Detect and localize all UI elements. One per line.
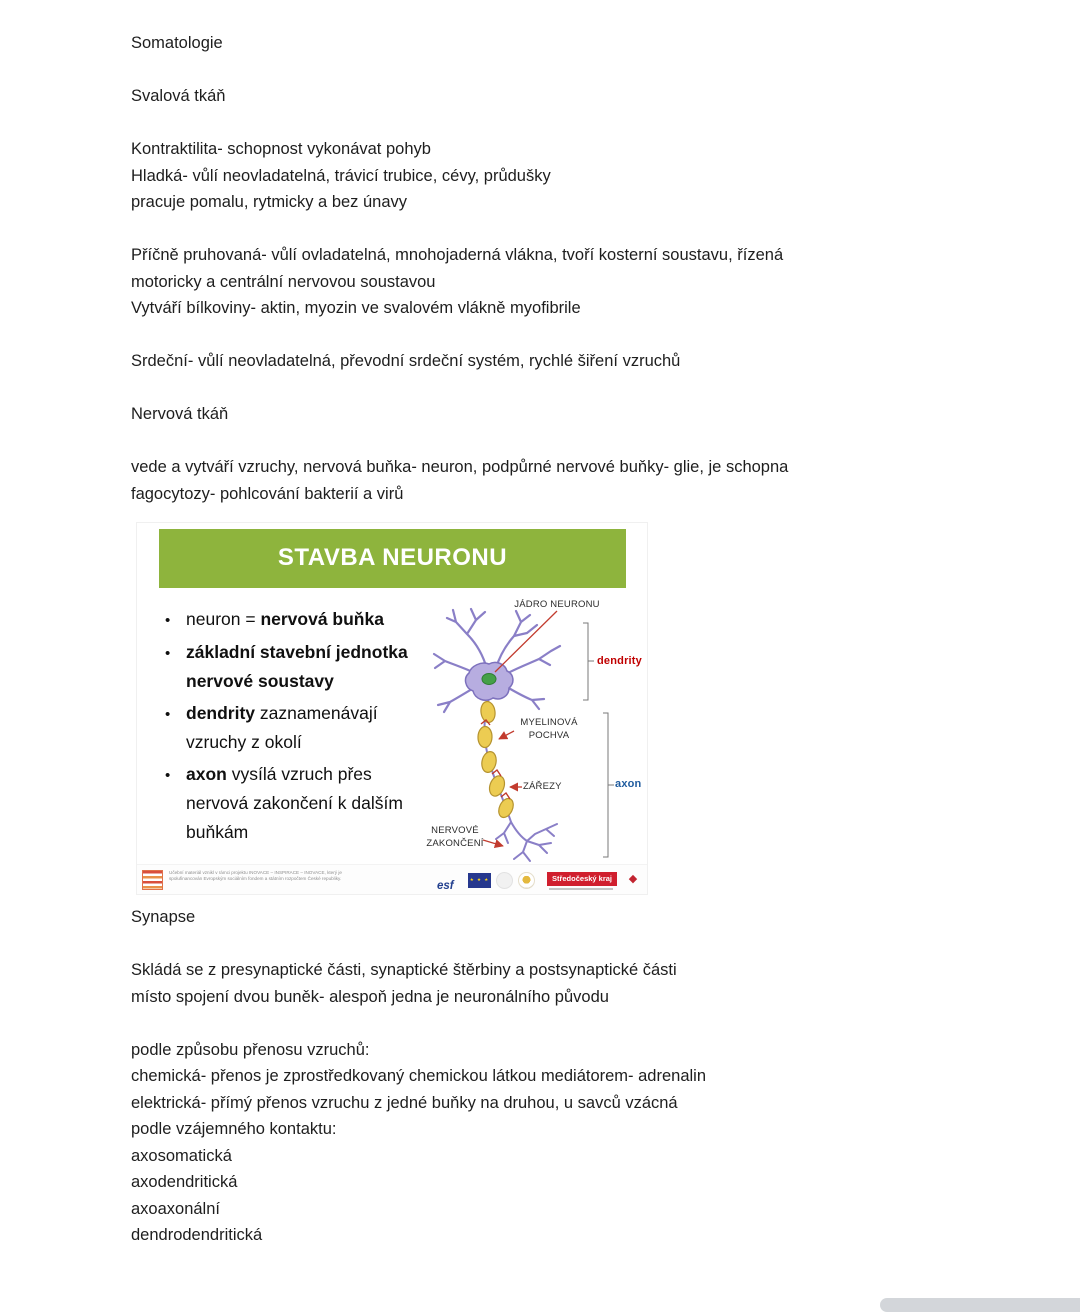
- text-line: Srdeční- vůlí neovladatelná, převodní srdeční systém, rychlé šiření vzruchů: [131, 352, 681, 370]
- shield-emblem-icon: ◆: [628, 872, 638, 885]
- document-body: [131, 30, 956, 1249]
- text-line: axosomatická: [131, 1146, 232, 1165]
- footer-disclaimer-text: Učební materiál vznikl v rámci projektu INOVACE – INSPIRACE – INOVACE, který je spolufinancován Evropským sociálním fondem a státním rozpočtem České republiky.: [169, 870, 342, 881]
- blank-line: [131, 375, 956, 402]
- blank-line: [131, 57, 956, 84]
- text-line: axodendritická: [131, 1173, 238, 1191]
- text-line: Kontraktilita- schopnost vykonávat pohyb: [131, 140, 431, 158]
- text-line: chemická- přenos je zprostředkovaný chemickou látkou mediátorem- adrenalin: [131, 1067, 707, 1085]
- label-myelinova-pochva: MYELINOVÁ POCHVA: [520, 717, 578, 741]
- bullet-marker: [165, 699, 186, 757]
- slide-title-banner: STAVBA NEURONU: [159, 529, 626, 588]
- text-line: axoaxonální: [131, 1199, 220, 1218]
- blank-line: [131, 931, 956, 958]
- bullet-text: axon vysílá vzruch přes nervová zakončení k dalším buňkám: [186, 764, 403, 842]
- ministry-emblem-icon: [496, 872, 513, 889]
- heading-synapse: Synapse: [131, 908, 196, 926]
- paragraph-nervova-tkan: [131, 454, 956, 507]
- blank-line: [131, 216, 956, 243]
- text-line: Příčně pruhovaná- vůlí ovladatelná, mnohojaderná vlákna, tvoří kosterní soustavu, řízená: [131, 246, 784, 264]
- heading-nervova-tkan: Nervová tkáň: [131, 405, 229, 423]
- bullet-marker: [165, 638, 186, 696]
- embedded-slide-image[interactable]: [136, 522, 648, 895]
- text-line: vede a vytváří vzruchy, nervová buňka- neuron, podpůrné nervové buňky- glie, je schopna: [131, 458, 789, 476]
- text-line: podle způsobu přenosu vzruchů:: [131, 1040, 370, 1059]
- text-line: podle vzájemného kontaktu:: [131, 1120, 337, 1138]
- label-axon: axon: [615, 778, 642, 790]
- blank-line: [131, 428, 956, 455]
- label-dendrity: dendrity: [597, 655, 642, 667]
- text-line: pracuje pomalu, rytmicky a bez únavy: [131, 193, 408, 211]
- blank-line: [131, 322, 956, 349]
- opvk-emblem-icon: [518, 872, 535, 889]
- text-line: místo spojení dvou buněk- alespoň jedna je neuronálního původu: [131, 987, 609, 1006]
- text-line: Skládá se z presynaptické části, synaptické štěrbiny a postsynaptické části: [131, 961, 677, 979]
- label-zarezy: ZÁŘEZY: [523, 781, 562, 792]
- label-nervove-zakonceni: NERVOVÉ ZAKONČENÍ: [426, 825, 484, 849]
- esf-logo: esf: [437, 880, 454, 892]
- doc-title: Somatologie: [131, 34, 223, 52]
- eu-flag-icon: ★ ★ ★: [468, 873, 491, 888]
- bullet-marker: [165, 605, 186, 635]
- text-line: motoricky a centrální nervovou soustavou: [131, 272, 436, 291]
- text-line: elektrická- přímý přenos vzruchu z jedné buňky na druhou, u savců vzácná: [131, 1093, 678, 1112]
- bullet-text: dendrity zaznamenávají vzruchy z okolí: [186, 703, 378, 752]
- stredocesky-kraj-logo: Středočeský kraj: [547, 872, 617, 886]
- paragraph-synapse-2: [131, 1037, 956, 1249]
- slide-footer: [137, 864, 647, 894]
- text-line: dendrodendritická: [131, 1226, 263, 1244]
- bullet-marker: [165, 760, 186, 847]
- paragraph-srdecni: [131, 348, 956, 375]
- scrollbar-thumb[interactable]: [880, 1298, 1080, 1312]
- inovace-project-logo-icon: [142, 870, 163, 890]
- bullet-text: neuron = nervová buňka: [186, 609, 384, 629]
- heading-svalova-tkan: Svalová tkáň: [131, 87, 226, 105]
- text-line: fagocytozy- pohlcování bakterií a virů: [131, 484, 404, 503]
- text-line: Vytváří bílkoviny- aktin, myozin ve svalovém vlákně myofibrile: [131, 299, 581, 317]
- bullet-text: základní stavební jednotka nervové soustavy: [186, 642, 408, 691]
- paragraph-kontraktilita: [131, 136, 956, 216]
- paragraph-pricne-pruhovana: [131, 242, 956, 322]
- footer-fine-print: [549, 888, 613, 890]
- label-jadro-neuronu: JÁDRO NEURONU: [514, 599, 600, 610]
- blank-line: [131, 1010, 956, 1037]
- blank-line: [131, 110, 956, 137]
- text-line: Hladká- vůlí neovladatelná, trávicí trubice, cévy, průdušky: [131, 166, 551, 185]
- paragraph-synapse-1: [131, 957, 956, 1010]
